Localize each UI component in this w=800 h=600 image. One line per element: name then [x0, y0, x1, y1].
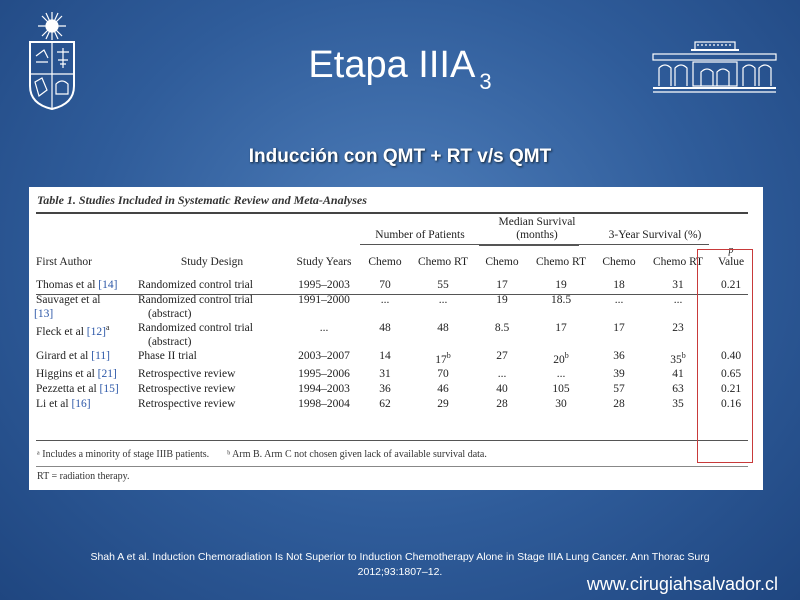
header-ms-chemo: Chemo [485, 256, 519, 268]
slide-title: Etapa IIIA $_3$ [308, 44, 492, 94]
column-header-row [36, 242, 748, 272]
header-p-value: p Value [717, 245, 745, 268]
table-caption: Table 1. Studies Included in Systematic Review and Meta-Analyses [37, 193, 367, 207]
group-header-three-year: 3-Year Survival (%) [608, 229, 702, 241]
table-row: Fleck et al $[12]^a$ Randomized control trial (abstract) ... 48 48 8.5 17 17 23 [36, 322, 684, 348]
header-ys-chemort: Chemo RT [652, 256, 704, 268]
header-ms-chemort: Chemo RT [535, 256, 587, 268]
table-row: Pezzetta et al [15] Retrospective review 1994–2003 36 46 40 105 57 63 0.21 [36, 382, 742, 395]
header-design: Study Design [180, 256, 244, 268]
website-url: www.cirugiahsalvador.cl [586, 574, 778, 594]
table-row: Sauvaget et al [13] Randomized control trial (abstract) 1991–2000 ... ... 19 18.5 ... ... [34, 294, 683, 320]
slide-subtitle: Inducción con QMT + RT v/s QMT [248, 146, 552, 167]
header-pat-chemort: Chemo RT [417, 256, 469, 268]
citation: Shah A et al. Induction Chemoradiation Is Not Superior to Induction Chemotherapy Alone in Stage IIIA Lung Cancer. Ann Thorac Surg 2012;93:1807–12. [90, 551, 710, 578]
header-ys-chemo: Chemo [602, 256, 636, 268]
table-row: Girard et al [11] Phase II trial 2003–2007 14 17$^b$ 27 20$^b$ 36 35$^b$ 0.40 [36, 350, 742, 366]
header-pat-chemo: Chemo [368, 256, 402, 268]
p-value-highlight-box [697, 249, 753, 463]
footnote-rt: RT = radiation therapy. [37, 471, 130, 482]
studies-table [36, 215, 748, 412]
group-header-patients: Number of Patients [375, 229, 465, 241]
footnote-a: ᵃ Includes a minority of stage IIIB patients. ᵇ Arm B. Arm C not chosen given lack of available survival data. [37, 449, 487, 460]
table-row: Li et al [16] Retrospective review 1998–2004 62 29 28 30 28 35 0.16 [36, 397, 742, 410]
table-row: Higgins et al [21] Retrospective review 1995–2006 31 70 ... ... 39 41 0.65 [36, 367, 742, 380]
table-row: Thomas et al [14] Randomized control trial 1995–2003 70 55 17 19 18 31 0.21 [36, 279, 742, 291]
header-author: First Author [36, 256, 92, 268]
header-years: Study Years [296, 256, 352, 268]
group-header-median-survival: Median Survival (months) [498, 216, 576, 241]
table-image [29, 187, 763, 490]
